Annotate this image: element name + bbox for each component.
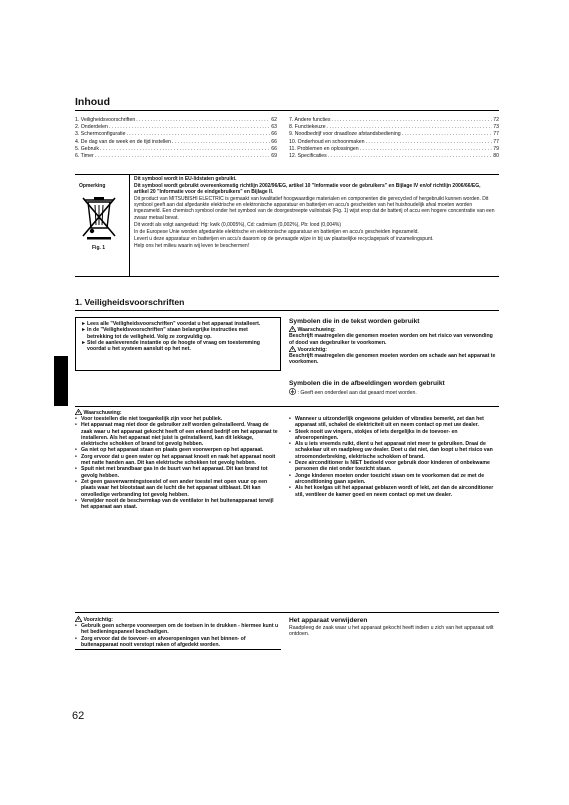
language-tab (54, 356, 68, 406)
toc-item[interactable]: 6. Timer ..... 69 (75, 153, 277, 160)
caution-list (75, 623, 281, 648)
title-rule (75, 110, 499, 111)
list-item: • Steek nooit uw vingers, stokjes of iets dergelijks in de toevoer- en afvoeropeningen. (289, 429, 499, 442)
eu-para4: Levert u deze apparatuur en batterijen en accu's daarom op de gevraagde wijze in bij uw plaatselijke recyclagepark of inzamelingspunt. (134, 235, 434, 242)
eu-para5: Help ons het milieu waarin wij leven te beschermen! (134, 242, 250, 249)
warning-heading: Waarschuwing: (75, 409, 122, 416)
toc-item[interactable]: 2. Onderdelen ..... 63 (75, 124, 277, 131)
caution-icon (75, 616, 82, 622)
eu-bottom-rule (75, 276, 499, 277)
warning-icon (75, 409, 82, 415)
toc-item[interactable]: 12. Specificaties ..... 80 (289, 153, 499, 160)
list-item: • Spuit niet met brandbaar gas in de buurt van het apparaat. Dit kan brand tot gevolg hebben. (75, 466, 281, 479)
warning-label: Waarschuwing: (289, 326, 499, 333)
warning-list-right (289, 416, 499, 498)
toc-left (75, 117, 277, 160)
eu-para3: In de Europese Unie worden afgedankte elektrische en elektronische apparatuur en batterijen en accu's gescheiden ingezameld. (134, 228, 419, 235)
eu-divider (129, 174, 130, 276)
eu-line1: Dit symbool wordt in EU-lidstaten gebruikt. (134, 176, 237, 182)
notice-item: ► In de "Veiligheidsvoorschriften" staan belangrijke instructies met betrekking tot de veiligheid. Volg ze zorgvuldig op. (81, 327, 248, 340)
list-item: • Zorg ervoor dat de toevoer- en afvoeropeningen van het binnen- of buitenapparaat nooit verstopt raken of afgedekt worden. (75, 636, 281, 649)
notice-box (75, 317, 281, 371)
toc-item[interactable]: 3. Schermconfiguratie ..... 66 (75, 131, 277, 138)
caution-label: Voorzichtig: (289, 346, 499, 353)
fig-label: Fig. 1 (92, 245, 106, 251)
toc-item[interactable]: 5. Gebruik ..... 66 (75, 146, 277, 153)
list-item: • Het apparaat mag niet door de gebruiker zelf worden geïnstalleerd. Vraag de zaak waar u het apparaat gekocht heeft of een erkend bedrijf om het apparaat te installeren. Als het apparaat niet juist is geïnstalleerd, kan dit lekkage, elektrische schokken of brand tot gevolg hebben. (75, 422, 281, 447)
toc-right (289, 117, 499, 160)
eu-text (134, 176, 496, 249)
list-item: • Zet geen gasverwarmingstoestel of een ander toestel met open vuur op een plaats waar het blootstaat aan de lucht die het apparaat uitblaast. Dit kan onvolledige verbranding tot gevolg hebben. (75, 479, 281, 498)
ground-line: : Geeft een onderdeel aan dat geaard moet worden. (289, 388, 499, 396)
section-rule (75, 310, 499, 311)
list-item: • Verwijder nooit de beschermkap van de ventilator in het buitenapparaat terwijl het apparaat aan staat. (75, 498, 281, 511)
toc-item[interactable]: 8. Functiekeuze ..... 73 (289, 124, 499, 131)
symbols-text (289, 318, 499, 366)
list-item: • Zorg ervoor dat u geen water op het apparaat knoeit en raak het apparaat nooit met natte handen aan. Dit kan elektrische schokken tot gevolg hebben. (75, 454, 281, 467)
ground-icon (289, 388, 296, 395)
caution-heading: Voorzichtig: (75, 616, 113, 623)
warning-list-left (75, 416, 281, 510)
toc-item[interactable]: 4. De dag van de week en de tijd instellen ..... 66 (75, 139, 277, 146)
caution-text: Beschrijft maatregelen die genomen moeten worden om schade aan het apparaat te voorkomen. (289, 353, 496, 366)
toc-item[interactable]: 9. Noodbedrijf voor draadloze afstandsbediening ..... 77 (289, 131, 499, 138)
disposal-title: Het apparaat verwijderen (289, 617, 368, 624)
warning-icon (289, 326, 296, 332)
crossed-bin-icon (81, 196, 117, 240)
eu-para2: Dit wordt als volgt aangeduid: Hg: kwik (0,0005%), Cd: cadmium (0,002%), Pb: lood (0,004%) (134, 221, 342, 228)
eu-para1: Dit product van MITSUBISHI ELECTRIC is gemaakt van kwalitatief hoogwaardige materialen en componenten die gerecycled of hergebruikt kunnen worden. Dit symbool geeft aan dat afgedankte elektrische en elektronische apparatuur en batterijen en accu's gescheiden van het huishoudelijk afval moeten worden ingezameld. Een chemisch symbool onder het symbool van de doorgestreepte vuilnisbak (Fig. 1) wijst erop dat de batterij of accu een hogere concentratie van een zwaar metaal bevat. (134, 196, 495, 221)
list-item: • Deze airconditioner is NIET bedoeld voor gebruik door kinderen of onbekwame personen die niet onder toezicht staan. (289, 460, 499, 473)
disposal-text: Raadpleeg de zaak waar u het apparaat gekocht heeft indien u zich van het apparaat wilt ontdoen. (289, 625, 494, 638)
list-item: • Als u iets vreemds ruikt, dient u het apparaat niet meer te gebruiken. Draai de schakelaar uit en raadpleeg uw dealer. Doet u dat niet, dan loopt u het risico van stroomonderbreking, elektrische schokken of brand. (289, 441, 499, 460)
list-item: • Wanneer u uitzonderlijk ongewone geluiden of vibraties bemerkt, zet dan het apparaat stil, schakel de elektriciteit uit en neem contact op met uw dealer. (289, 416, 499, 429)
toc-item[interactable]: 10. Onderhoud en schoonmaken ..... 77 (289, 139, 499, 146)
eu-top-rule (75, 174, 499, 175)
caution-bottom-rule (75, 649, 281, 650)
note-label: Opmerking (79, 183, 106, 189)
list-item: • Jonge kinderen moeten onder toezicht staan om te voorkomen dat ze met de airconditioning gaan spelen. (289, 473, 499, 486)
list-item: • Ga niet op het apparaat staan en plaats geen voorwerpen op het apparaat. (75, 447, 281, 453)
section-title: 1. Veiligheidsvoorschriften (75, 297, 185, 307)
notice-item: ► Stel de aanleverende instantie op de hoogte of vraag om toestemming voordat u het systeem aansluit op het net. (81, 339, 260, 353)
eu-line2: Dit symbool wordt gebruikt overeenkomstig richtlijn 2002/96/EG, artikel 10 "Informatie voor de gebruikers" en Bijlage IV en/of richtlijn 2006/66/EG, artikel 20 "Informatie voor de eindgebruikers" en Bijlage II. (134, 183, 481, 196)
list-item: • Als het koelgas uit het apparaat geblazen wordt of lekt, zet dan de airconditioner stil, ventileer de kamer goed en neem contact op met uw dealer. (289, 485, 499, 498)
list-item: • Gebruik geen scherpe voorwerpen om de toetsen in te drukken - hiermee kunt u het bedieningspaneel beschadigen. (75, 623, 281, 636)
symbols-fig (289, 380, 499, 396)
warning-bottom-rule (75, 612, 499, 613)
toc-item[interactable]: 1. Veiligheidsvoorschriften ..... 62 (75, 117, 277, 124)
symbols-fig-title: Symbolen die in de afbeeldingen worden gebruikt (289, 380, 445, 387)
toc-item[interactable]: 7. Andere functies ..... 72 (289, 117, 499, 124)
symbols-text-title: Symbolen die in de tekst worden gebruikt (289, 318, 420, 325)
page-number: 62 (72, 710, 85, 722)
warning-text: Beschrijft maatregelen die genomen moeten worden om het risico van verwonding of dood van degebruiker te voorkomen. (289, 333, 493, 346)
warning-top-rule (75, 406, 499, 407)
notice-item: ► Lees alle "Veiligheidsvoorschriften" voordat u het apparaat installeert. (81, 321, 261, 327)
toc-item[interactable]: 11. Problemen en oplossingen ..... 79 (289, 146, 499, 153)
list-item: • Voor toestellen die niet toegankelijk zijn voor het publiek. (75, 416, 281, 422)
disposal (289, 617, 499, 638)
page-title: Inhoud (75, 96, 110, 108)
caution-icon (289, 346, 296, 352)
